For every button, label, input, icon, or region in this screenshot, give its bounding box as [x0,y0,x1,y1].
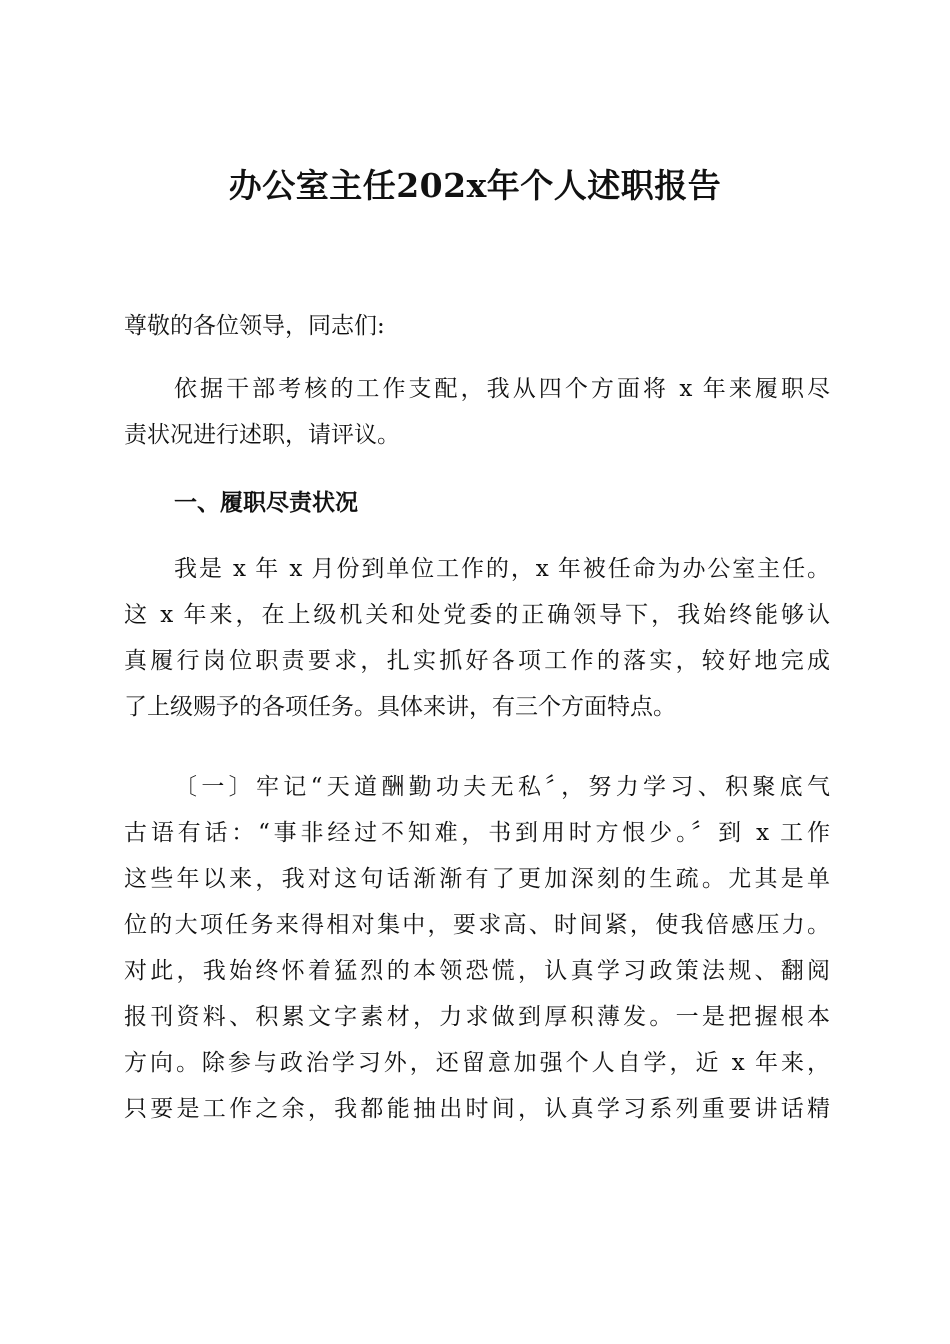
paragraph-2 [124,764,830,1132]
paragraph-line: 报刊资料、积累文字素材，力求做到厚积薄发。一是把握根本 [124,1004,830,1030]
paragraph-line: 对此，我始终怀着猛烈的本领恐慌，认真学习政策法规、翻阅 [124,958,830,984]
section-heading-text: 一、履职尽责状况 [174,490,358,516]
paragraph-line: 古语有话：“事非经过不知难，书到用时方恨少。〞到 x 工作 [124,820,830,846]
section-heading [124,480,830,526]
paragraph-line: 只要是工作之余，我都能抽出时间，认真学习系列重要讲话精 [124,1096,830,1122]
salutation [124,303,830,349]
paragraph-line: 〔一〕牢记“天道酬勤功夫无私〞，努力学习、积聚底气 [174,774,830,800]
paragraph-line: 真履行岗位职责要求，扎实抓好各项工作的落实，较好地完成 [124,648,830,674]
paragraph-line: 方向。除参与政治学习外，还留意加强个人自学，近 x 年来， [124,1050,830,1076]
paragraph-line: 责状况进行述职，请评议。 [124,422,400,448]
paragraph-line: 我是 x 年 x 月份到单位工作的，x 年被任命为办公室主任。 [174,556,830,582]
intro-paragraph [124,366,830,458]
paragraph-line: 这 x 年来，在上级机关和处党委的正确领导下，我始终能够认 [124,602,830,628]
paragraph-1 [124,546,830,730]
salutation-line: 尊敬的各位领导，同志们: [124,313,385,339]
paragraph-line: 位的大项任务来得相对集中，要求高、时间紧，使我倍感压力。 [124,912,830,938]
paragraph-line: 这些年以来，我对这句话渐渐有了更加深刻的生疏。尤其是单 [124,866,830,892]
paragraph-line: 依据干部考核的工作支配，我从四个方面将 x 年来履职尽 [174,376,830,402]
document-title: 办公室主任202x年个人述职报告 [228,166,722,205]
paragraph-line: 了上级赐予的各项任务。具体来讲，有三个方面特点。 [124,694,676,720]
